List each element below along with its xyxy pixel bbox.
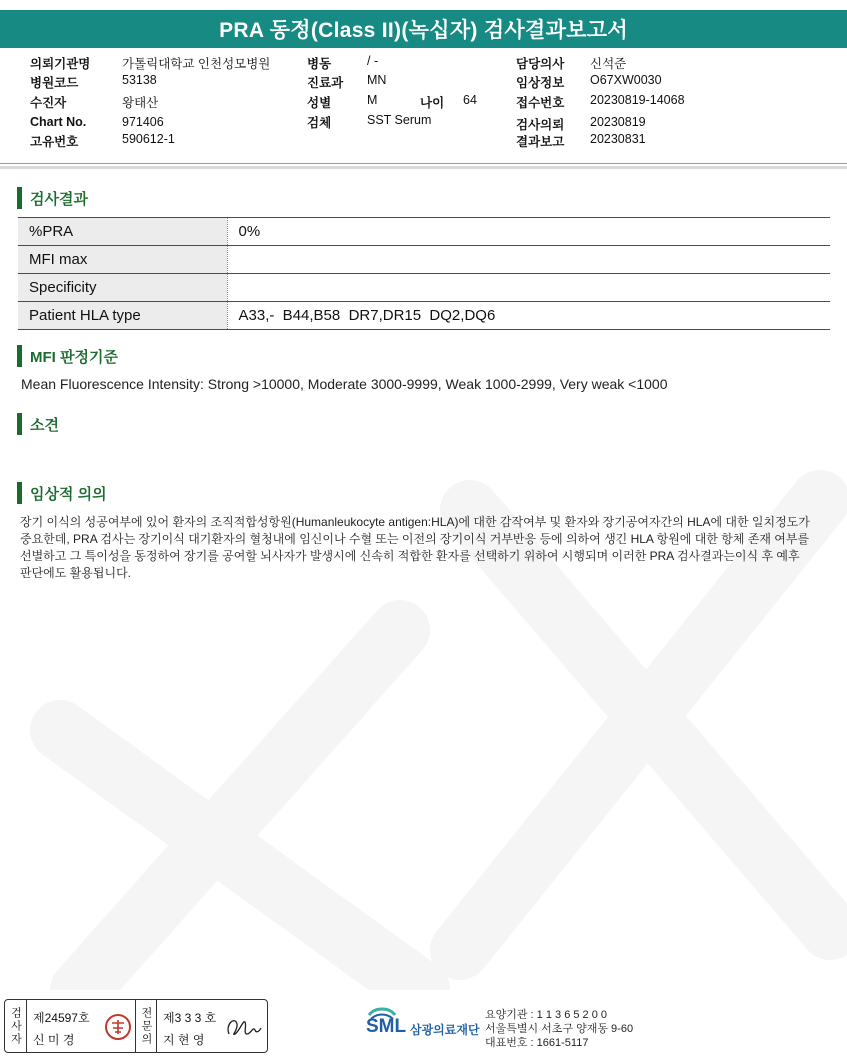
clinical-significance-text: 장기 이식의 성공여부에 있어 환자의 조직적합성항원(Humanleukocyte antigen:HLA)에 대한 감작여부 및 환자와 장기공여자간의 HLA에 대한 일치정도가 중요한데, PRA 검사는 장기이식 대기환자의 혈청내에 임신이나 수혈 또는 이전의 장기이식 거부반응 등에 의하여 생긴 HLA 항원에 대한 항체 존재 여부를 선별하고 그 특이성을 동정하여 장기를 공여할 뇌사자가 발생시에 신속히 적합한 환자를 선택하기 위하여 시행되며 이러한 PRA 검사결과는이식 후 예후 판단에도 활용됩니다. <box>20 515 810 580</box>
info-label: 의뢰기관명 <box>30 57 91 71</box>
table-row <box>18 302 830 330</box>
section-title-clinical: 임상적 의의 <box>17 482 107 504</box>
info-value: 590612-1 <box>122 132 175 146</box>
section-title-results: 검사결과 <box>17 187 88 209</box>
org-name: 삼광의료재단 <box>410 1023 480 1037</box>
info-label: 접수번호 <box>516 96 565 110</box>
logo-text: SML <box>366 1016 407 1037</box>
result-key: Patient HLA type <box>18 302 227 330</box>
result-key: %PRA <box>18 218 227 246</box>
results-table <box>18 217 830 330</box>
section-title-opinion: 소견 <box>17 413 59 435</box>
result-key: Specificity <box>18 274 227 302</box>
signature-icon <box>223 1012 263 1042</box>
specialist-license: 제3 3 3 호 <box>163 1011 217 1025</box>
age-label: 나이 <box>420 96 445 110</box>
report-title: PRA 동정(Class II)(녹십자) 검사결과보고서 <box>0 10 847 48</box>
section-title-mfi: MFI 판정기준 <box>17 345 118 367</box>
mfi-criteria-text: Mean Fluorescence Intensity: Strong >10000, Moderate 3000-9999, Weak 1000-2999, Very weak <1000 <box>21 376 668 392</box>
patient-info <box>0 54 847 154</box>
info-label: Chart No. <box>30 115 87 129</box>
info-value: 20230819-14068 <box>590 93 685 107</box>
info-value: 20230831 <box>590 132 646 146</box>
info-label: 진료과 <box>307 76 344 90</box>
info-value: O67XW0030 <box>590 73 662 87</box>
specialist-label-text: 전문의 <box>140 1006 152 1046</box>
org-line: 서울특별시 서초구 양재동 9-60 <box>485 1023 634 1035</box>
info-label: 병동 <box>307 57 332 71</box>
info-label: 병원코드 <box>30 76 79 90</box>
examiner-name: 신 미 경 <box>33 1033 75 1047</box>
info-value: M <box>367 93 378 107</box>
info-label: 고유번호 <box>30 135 79 149</box>
examiner-label <box>5 1000 27 1052</box>
org-info <box>485 1008 633 1050</box>
table-row <box>18 218 830 246</box>
info-label: 수진자 <box>30 96 67 110</box>
age-value: 64 <box>463 93 477 107</box>
info-value: 20230819 <box>590 115 646 129</box>
divider <box>0 166 847 169</box>
seal-stamp-icon <box>103 1012 133 1042</box>
signature-box <box>4 999 268 1053</box>
info-value: MN <box>367 73 387 87</box>
info-value: 왕태산 <box>122 96 159 110</box>
table-row <box>18 274 830 302</box>
result-key: MFI max <box>18 246 227 274</box>
info-value: 971406 <box>122 115 164 129</box>
result-value <box>227 246 830 274</box>
info-label: 성별 <box>307 96 332 110</box>
org-line: 요양기관 : 1 1 3 6 5 2 0 0 <box>485 1009 608 1021</box>
org-line: 대표번호 : 1661-5117 <box>485 1037 589 1049</box>
info-value: SST Serum <box>367 113 432 127</box>
examiner-license: 제24597호 <box>33 1011 90 1025</box>
result-value: 0% <box>227 218 830 246</box>
info-label: 검사의뢰 <box>516 118 565 132</box>
table-row <box>18 246 830 274</box>
info-label: 결과보고 <box>516 135 565 149</box>
info-label: 검체 <box>307 116 332 130</box>
info-value: 53138 <box>122 73 157 87</box>
report-footer <box>0 998 847 1058</box>
info-value: 신석준 <box>590 57 627 71</box>
info-label: 임상정보 <box>516 76 565 90</box>
info-label: 담당의사 <box>516 57 565 71</box>
divider <box>0 163 847 164</box>
specialist-name: 지 현 영 <box>163 1033 205 1047</box>
info-value: / - <box>367 54 379 68</box>
result-value: A33,- B44,B58 DR7,DR15 DQ2,DQ6 <box>227 302 830 330</box>
info-value: 가톨릭대학교 인천성모병원 <box>122 57 271 71</box>
examiner-label-text: 검사자 <box>9 1006 22 1046</box>
specialist-label <box>135 1000 157 1052</box>
result-value <box>227 274 830 302</box>
